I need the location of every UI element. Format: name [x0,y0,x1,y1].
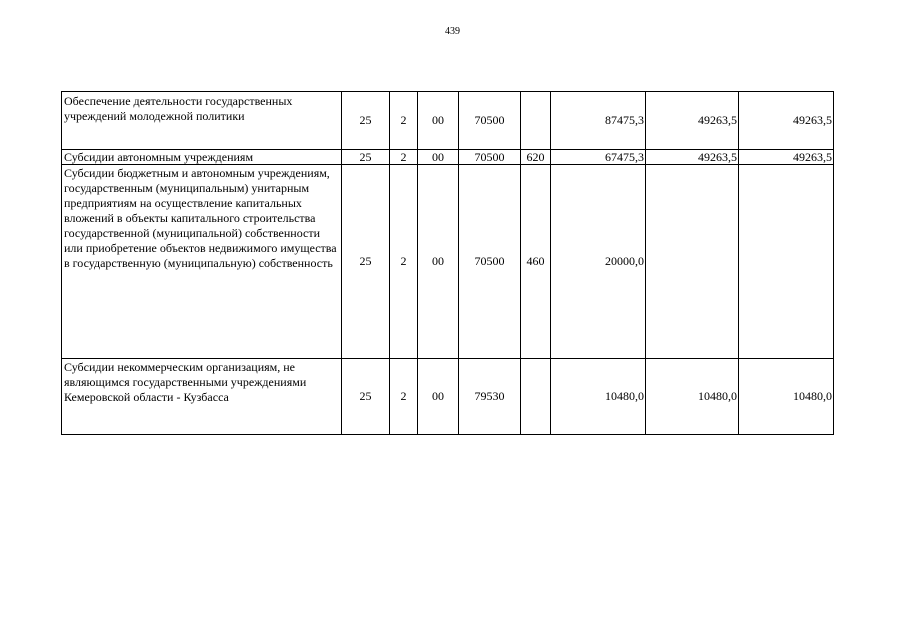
amount-year-3: 49263,5 [739,92,834,150]
page-number: 439 [445,26,460,37]
code-subsection: 00 [418,165,459,359]
table-row [62,165,834,359]
table-row [62,359,834,435]
code-expense-type [521,359,551,435]
expense-name: Субсидии автономным учреждениям [62,150,342,165]
code-target: 70500 [459,165,521,359]
amount-year-2: 10480,0 [646,359,739,435]
amount-year-2: 49263,5 [646,92,739,150]
expense-name: Субсидии некоммерческим организациям, не являющимся государственными учреждениями Кемеровской области - Кузбасса [62,359,342,435]
table-row [62,92,834,150]
code-subsection: 00 [418,150,459,165]
code-section: 2 [390,359,418,435]
code-chapter: 25 [342,92,390,150]
table-row [62,150,834,165]
amount-year-3: 10480,0 [739,359,834,435]
amount-year-3: 49263,5 [739,150,834,165]
code-expense-type: 620 [521,150,551,165]
expense-name: Субсидии бюджетным и автономным учреждениям, государственным (муниципальным) унитарным предприятиям на осуществление капитальных вложений в объекты капитального строительства государственной (муниципальной) собственности или приобретение объектов недвижимого имущества в государственную (муниципальную) собственность [62,165,342,359]
expense-name: Обеспечение деятельности государственных учреждений молодежной политики [62,92,342,150]
code-section: 2 [390,165,418,359]
amount-year-1: 20000,0 [551,165,646,359]
code-section: 2 [390,150,418,165]
amount-year-2 [646,165,739,359]
code-chapter: 25 [342,165,390,359]
budget-table [61,91,834,435]
code-subsection: 00 [418,92,459,150]
amount-year-1: 67475,3 [551,150,646,165]
code-chapter: 25 [342,359,390,435]
code-target: 70500 [459,150,521,165]
amount-year-1: 87475,3 [551,92,646,150]
amount-year-1: 10480,0 [551,359,646,435]
code-target: 70500 [459,92,521,150]
code-expense-type [521,92,551,150]
code-subsection: 00 [418,359,459,435]
amount-year-3 [739,165,834,359]
code-expense-type: 460 [521,165,551,359]
code-chapter: 25 [342,150,390,165]
amount-year-2: 49263,5 [646,150,739,165]
code-section: 2 [390,92,418,150]
code-target: 79530 [459,359,521,435]
